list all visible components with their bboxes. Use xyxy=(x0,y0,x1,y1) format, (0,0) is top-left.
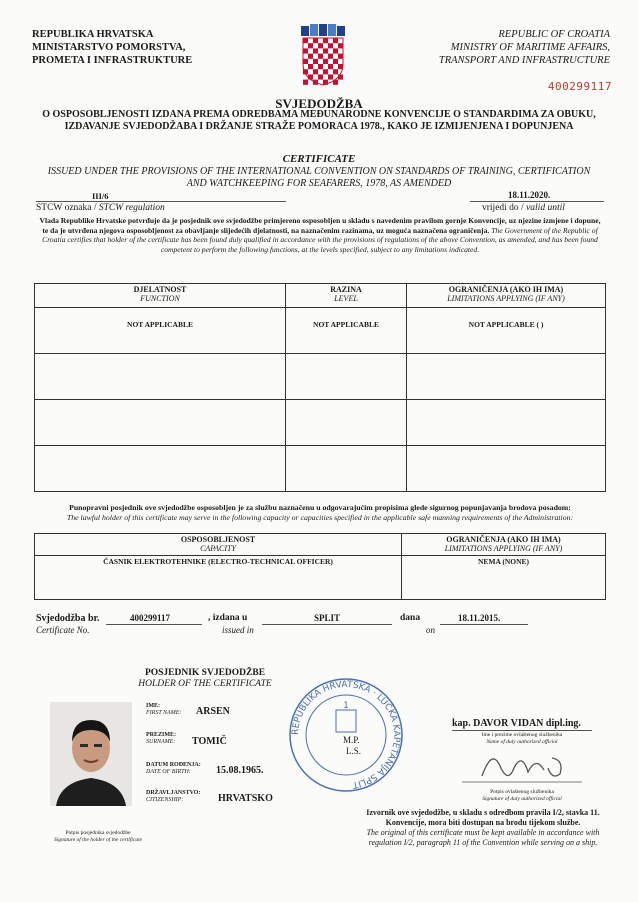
on-label: dana xyxy=(400,613,421,623)
label-hr xyxy=(146,790,200,804)
title-hr: SVJEDODŽBA xyxy=(275,96,363,111)
stcw-label-en: STCW regulation xyxy=(98,203,165,213)
capacity-statement xyxy=(34,503,606,523)
svg-text:1: 1 xyxy=(343,701,349,711)
table-cell: NOT APPLICABLE xyxy=(35,308,286,354)
label-text: IME: xyxy=(146,703,160,709)
valid-until-date: 18.11.2020. xyxy=(508,190,551,200)
header-line: TRANSPORT AND INFRASTRUCTURE xyxy=(438,55,610,66)
issued-label-en: issued in xyxy=(222,625,254,635)
subtitle-en: ISSUED UNDER THE PROVISIONS OF THE INTERNATIONAL CONVENTION ON STANDARDS OF TRAINING, CERTIFICATION AND WATCHKEEPING FOR SEAFARERS, 1978, AS AMENDED xyxy=(47,166,591,189)
header-text: OSPOSOBLJENOST xyxy=(180,535,256,544)
surname-value: TOMIČ xyxy=(192,736,227,747)
table-cell xyxy=(35,400,286,446)
header-line: REPUBLIKA HRVATSKA xyxy=(32,29,154,40)
header-text-en: LEVEL xyxy=(334,294,358,303)
subtitle-hr: O OSPOSOBLJENOSTI IZDANA PREMA ODREDBAMA MEĐUNARODNE KONVENCIJE O STANDARDIMA ZA OBUKU, IZDAVANJE SVJEDODŽABA I DRŽANJE STRAŽE POMORACA 1978., KAKO JE IZMIJENJENA I DOPUNJENA xyxy=(42,109,596,132)
table-cell xyxy=(286,400,407,446)
header-line: PROMETA I INFRASTRUKTURE xyxy=(32,55,193,66)
declaration xyxy=(36,216,604,254)
citizenship-label xyxy=(146,790,200,804)
table-row xyxy=(35,308,606,354)
label-hr xyxy=(146,732,176,746)
header-line: MINISTARSTVO POMORSTVA, xyxy=(32,42,186,53)
header-function xyxy=(35,284,286,308)
stamp-ls: L.S. xyxy=(346,746,362,756)
table-header-row xyxy=(35,284,606,308)
label-text: PREZIME: xyxy=(146,732,176,738)
label-text-en: SURNAME: xyxy=(146,739,176,745)
valid-label-hr: vrijedi do / xyxy=(482,203,524,213)
declaration-en: The Government of the Republic of Croatia certifies that holder of the certificate has been found duly qualified in accordance with the provisions of regulations of the above Convention, as amended, and has been found competent to perform the following functions, at the levels specified, subject to any limitations indicated. xyxy=(42,225,598,254)
table-cell xyxy=(407,354,606,400)
dob-label xyxy=(146,762,201,776)
serial-number: 400299117 xyxy=(547,80,612,93)
footer-note xyxy=(352,808,614,848)
citizenship-value: HRVATSKO xyxy=(218,793,273,804)
dob-value: 15.08.1965. xyxy=(216,765,264,776)
table-cell xyxy=(35,446,286,492)
header-limitations xyxy=(407,284,606,308)
table-cell xyxy=(407,446,606,492)
divider xyxy=(106,624,202,625)
first-name-label xyxy=(146,703,181,717)
caption-hr: Ime i prezime ovlaštenog službenika xyxy=(481,732,563,738)
capacity-table xyxy=(34,533,606,600)
stcw-code: III/6 xyxy=(92,191,109,201)
issuer-header-hr xyxy=(32,28,192,67)
stamp-ring-text: REPUBLIKA HRVATSKA · LUČKA KAPETANIJA SPLIT xyxy=(290,679,402,790)
divider xyxy=(470,201,604,202)
table-cell xyxy=(286,446,407,492)
cert-no-label: Svjedodžba br. xyxy=(36,613,100,624)
label-text: DRŽAVLJANSTVO: xyxy=(146,790,201,796)
valid-label-en: valid until xyxy=(526,203,565,213)
header-level xyxy=(286,284,407,308)
label-hr xyxy=(146,703,181,717)
stcw-label-hr: STCW oznaka / xyxy=(36,203,97,213)
coat-of-arms-icon xyxy=(299,24,347,86)
header-text-en: CAPACITY xyxy=(200,544,236,553)
official-signature-block xyxy=(452,718,592,803)
first-name-value: ARSEN xyxy=(196,706,230,717)
table-row xyxy=(35,400,606,446)
holder-photo xyxy=(50,702,132,806)
table-row xyxy=(35,446,606,492)
footer-en: The original of this certificate must be kept available in accordance with regulation I/2, paragraph 11 of the Convention while serving on a ship. xyxy=(366,828,600,847)
holder-title-en: HOLDER OF THE CERTIFICATE xyxy=(138,679,272,689)
header-text: OGRANIČENJA (AKO IH IMA) xyxy=(448,285,564,294)
cert-number: 400299117 xyxy=(130,613,171,623)
table-row xyxy=(35,354,606,400)
table-cell xyxy=(35,354,286,400)
table-cell xyxy=(407,400,606,446)
divider xyxy=(262,624,392,625)
divider xyxy=(440,624,528,625)
declaration-hr: Vlada Republike Hrvatske potvrđuje da je posjednik ove svjedodžbe primjereno osposobljen u skladu s navedenim pravilom gornje Konvencije, uz njezine izmjene i dopune, te da je utvrđena njegova osposobljenost za obavljanje slijedećih djelatnosti, na naznačenim razinama, uz moguća naznačena ograničenja. xyxy=(39,216,601,235)
header-capacity xyxy=(35,534,402,556)
header-text-en: LIMITATIONS APPLYING (IF ANY) xyxy=(444,544,563,553)
holder-signature-caption xyxy=(28,830,168,844)
table-cell xyxy=(286,354,407,400)
official-name-caption xyxy=(452,732,592,746)
header-limitations xyxy=(402,534,606,556)
issued-label: , izdana u xyxy=(208,613,248,623)
capacity-statement-en: The lawful holder of this certificate may serve in the following capacity or capacities specified in the applicable safe manning requirements of the Administration: xyxy=(66,513,574,522)
caption-en: Name of duly authorized official xyxy=(486,739,558,745)
header-text: RAZINA xyxy=(330,285,362,294)
issue-place: SPLIT xyxy=(314,613,341,623)
official-signature-icon xyxy=(452,746,592,784)
title-en: CERTIFICATE xyxy=(282,153,356,165)
holder-title-hr: POSJEDNIK SVJEDODŽBE xyxy=(144,668,266,678)
label-text: DATUM ROĐENJA: xyxy=(146,762,201,768)
label-text-en: DATE OF BIRTH: xyxy=(146,769,191,775)
surname-label xyxy=(146,732,176,746)
table-cell: ČASNIK ELEKTROTEHNIKE (ELECTRO-TECHNICAL OFFICER) xyxy=(35,556,402,600)
on-label-en: on xyxy=(426,625,435,635)
label-hr xyxy=(146,762,201,776)
caption-hr: Potpis ovlaštenog službenika xyxy=(490,789,554,795)
issue-date: 18.11.2015. xyxy=(458,613,501,623)
header-line: MINISTRY OF MARITIME AFFAIRS, xyxy=(450,42,610,53)
divider xyxy=(36,201,286,202)
header-text-en: FUNCTION xyxy=(140,294,180,303)
table-cell: NOT APPLICABLE ( ) xyxy=(407,308,606,354)
valid-until-label xyxy=(482,203,565,213)
cert-no-label-en: Certificate No. xyxy=(36,625,90,635)
stcw-label xyxy=(36,203,165,213)
table-header-row xyxy=(35,534,606,556)
table-row xyxy=(35,556,606,600)
caption-en: Signature of the holder of the certificate xyxy=(53,837,143,843)
stamp-mp: M.P. xyxy=(343,735,360,745)
issuer-header-en xyxy=(439,28,610,67)
capacity-statement-hr: Punopravni posjednik ove svjedodžbe osposobljen je za službu naznačenu u odgovarajućim propisima glede sigurnog popunjavanja brodova posadom: xyxy=(69,503,571,512)
caption-hr: Potpis posjednika svjedodžbe xyxy=(65,830,131,836)
footer-hr: Izvornik ove svjedodžbe, u skladu s odredbom pravila I/2, stavka 11. Konvencije, mora biti dostupan na brodu tijekom službe. xyxy=(366,808,600,827)
table-cell: NOT APPLICABLE xyxy=(286,308,407,354)
holder-section-title xyxy=(130,668,280,690)
header-text: OGRANIČENJA (AKO IH IMA) xyxy=(446,535,561,544)
functions-table xyxy=(34,283,606,492)
portrait-image xyxy=(50,702,132,806)
official-name: kap. DAVOR VIDAN dipl.ing. xyxy=(452,718,592,731)
caption-en: Signature of duly authorized official xyxy=(482,796,562,802)
header-text: DJELATNOST xyxy=(133,285,187,294)
label-text-en: FIRST NAME: xyxy=(146,710,182,716)
table-cell: NEMA (NONE) xyxy=(402,556,606,600)
label-text-en: CITIZENSHIP: xyxy=(146,797,184,803)
header-text-en: LIMITATIONS APPLYING (IF ANY) xyxy=(447,294,565,303)
official-signature-caption xyxy=(452,789,592,803)
header-line: REPUBLIC OF CROATIA xyxy=(498,29,610,40)
